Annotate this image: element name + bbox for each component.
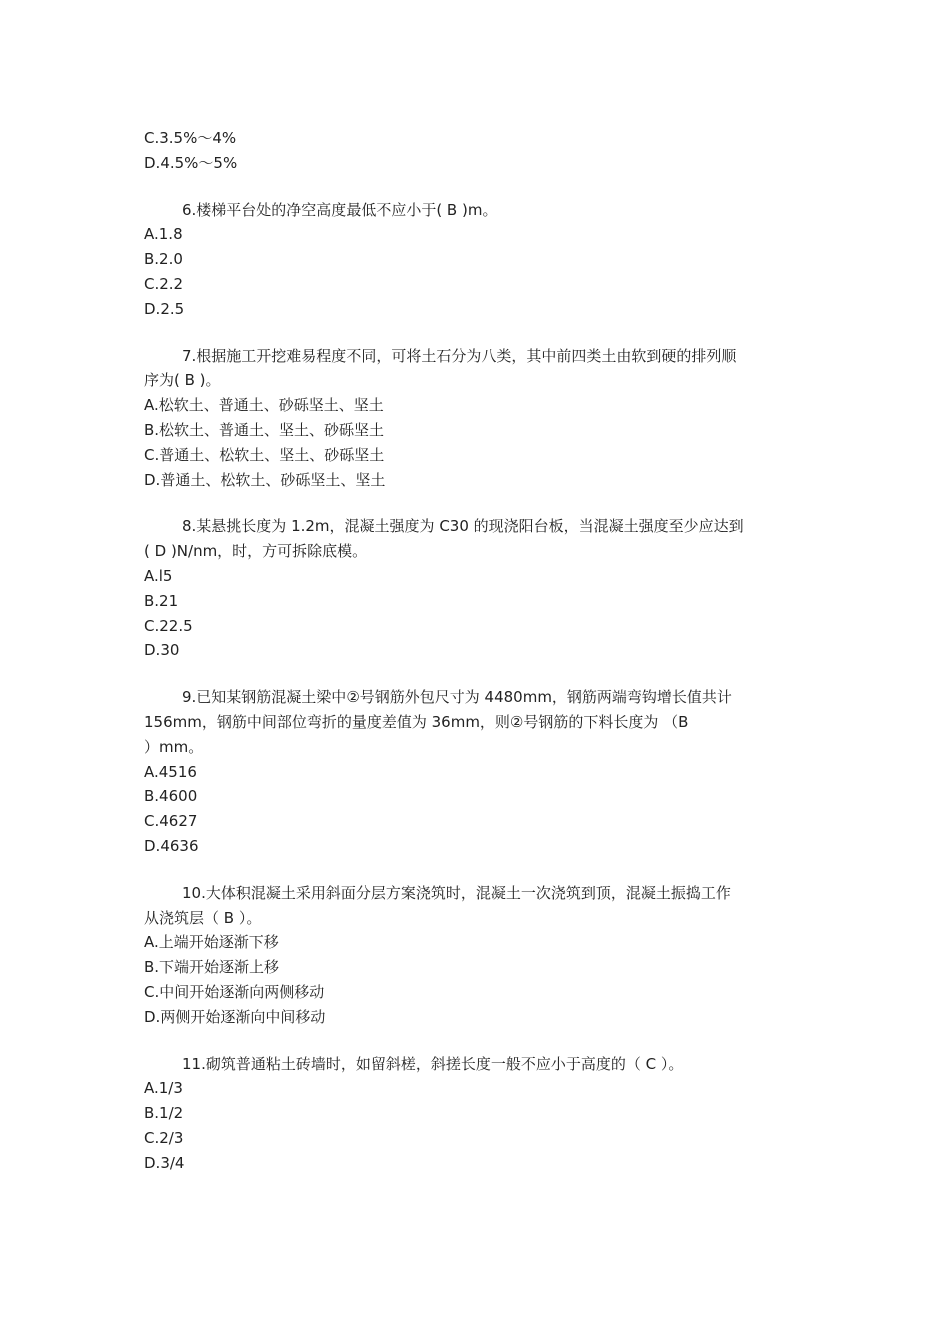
- option-line: A.l5: [144, 566, 173, 585]
- question-stem-continuation: ）mm。: [144, 737, 204, 756]
- question-11: [144, 1052, 812, 1176]
- question-stem: 7.根据施工开挖难易程度不同，可将土石分为八类，其中前四类土由软到硬的排列顺: [182, 346, 737, 365]
- option-line: A.上端开始逐渐下移: [144, 933, 279, 952]
- question-6: [144, 198, 812, 322]
- question-stem: 11.砌筑普通粘土砖墙时，如留斜槎，斜搓长度一般不应小于高度的（ C ）。: [182, 1054, 684, 1073]
- option-line: B.2.0: [144, 250, 183, 269]
- document-body: [144, 126, 812, 1175]
- option-line: C.3.5%～4%: [144, 129, 237, 147]
- option-line: B.4600: [144, 787, 198, 806]
- question-stem: 10.大体积混凝土采用斜面分层方案浇筑时，混凝土一次浇筑到顶，混凝土振捣工作: [182, 883, 731, 902]
- option-line: D.普通土、松软土、砂砾坚土、坚土: [144, 470, 386, 489]
- option-line: C.中间开始逐渐向两侧移动: [144, 982, 325, 1001]
- option-line: A.4516: [144, 762, 197, 781]
- option-line: C.2/3: [144, 1128, 184, 1147]
- question-stem-continuation: 156mm，钢筋中间部位弯折的量度差值为 36mm，则②号钢筋的下料长度为 （B: [144, 712, 689, 731]
- question-8: [144, 514, 812, 663]
- option-line: A.松软土、普通土、砂砾坚土、坚土: [144, 396, 384, 415]
- question-10: [144, 881, 812, 1030]
- question-stem-continuation: ( D )N/nm，时，方可拆除底模。: [144, 542, 368, 561]
- option-line: D.4636: [144, 836, 199, 855]
- option-line: C.4627: [144, 812, 198, 831]
- option-line: B.松软土、普通土、坚土、砂砾坚土: [144, 420, 385, 439]
- option-line: C.普通土、松软土、坚土、砂砾坚土: [144, 445, 385, 464]
- question-stem: 9.已知某钢筋混凝土梁中②号钢筋外包尺寸为 4480mm，钢筋两端弯钩增长值共计: [182, 688, 732, 707]
- question-stem: 8.某悬挑长度为 1.2m，混凝土强度为 C30 的现浇阳台板，当混凝土强度至少应达到: [182, 517, 744, 536]
- option-line: D.3/4: [144, 1153, 185, 1172]
- question-stem: 6.楼梯平台处的净空高度最低不应小于( B )m。: [182, 200, 498, 219]
- question-7: [144, 344, 812, 493]
- option-line: B.1/2: [144, 1104, 184, 1123]
- option-line: D.两侧开始逐渐向中间移动: [144, 1007, 326, 1026]
- question-stem-continuation: 从浇筑层（ B ）。: [144, 908, 262, 927]
- option-line: B.21: [144, 591, 179, 610]
- option-line: C.22.5: [144, 616, 193, 635]
- question-stem-continuation: 序为( B )。: [144, 371, 221, 390]
- option-line: A.1/3: [144, 1079, 183, 1098]
- question-9: [144, 685, 812, 859]
- option-line: B.下端开始逐渐上移: [144, 958, 280, 977]
- option-line: A.1.8: [144, 225, 183, 244]
- option-line: D.30: [144, 641, 180, 660]
- option-line: D.4.5%～5%: [144, 153, 238, 172]
- option-line: D.2.5: [144, 299, 185, 318]
- option-line: C.2.2: [144, 274, 184, 293]
